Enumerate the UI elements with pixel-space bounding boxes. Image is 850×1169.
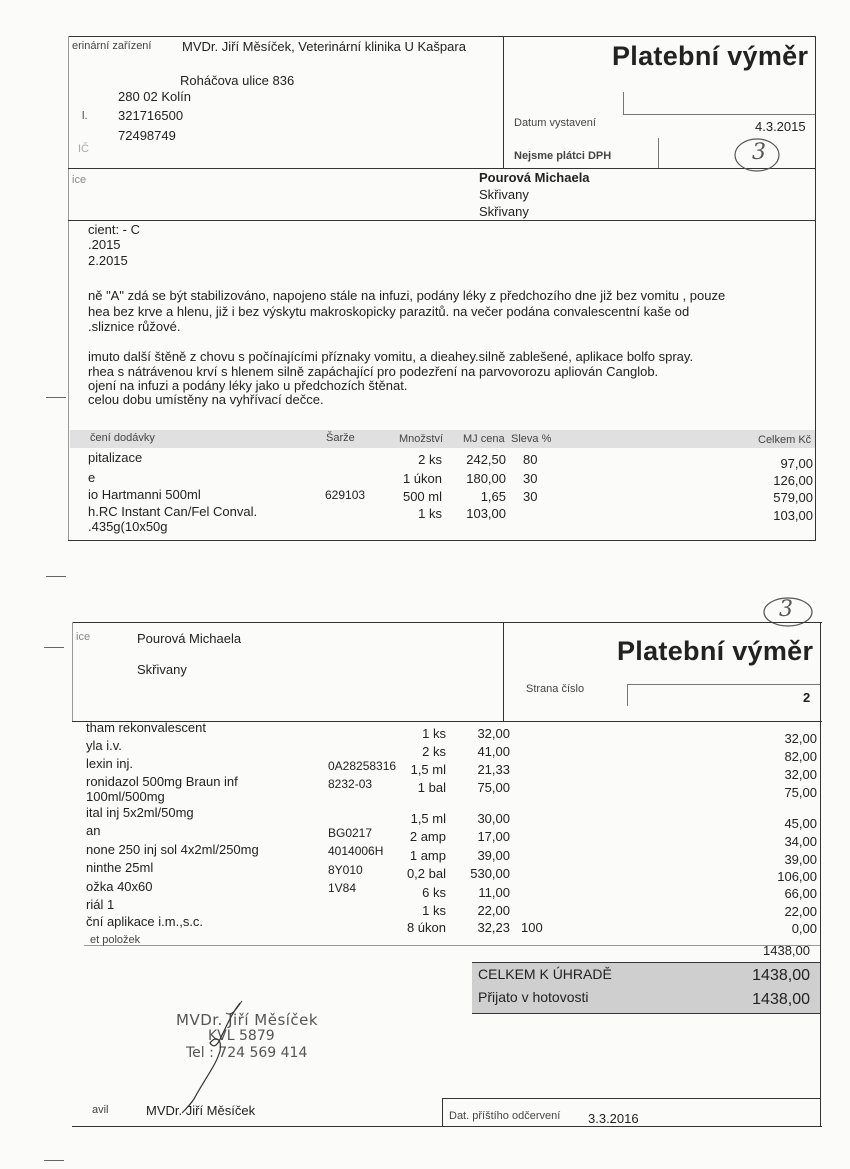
- row-item: tham rekonvalescent: [86, 720, 206, 735]
- page-title: Platební výměr: [612, 41, 809, 71]
- margin-mark: [44, 1160, 64, 1161]
- row-total: 82,00: [784, 749, 817, 764]
- note-line: ojení na infuzi a podány léky jako u předchozích štěnat.: [88, 378, 408, 393]
- cash-label: Přijato v hotovosti: [478, 989, 589, 1005]
- row-price: 242,50: [466, 452, 506, 467]
- row-qty: 1 úkon: [402, 471, 442, 486]
- patient-line: cient: - C: [88, 222, 141, 237]
- row-price: 530,00: [470, 866, 510, 881]
- col-total: Celkem Kč: [758, 434, 812, 446]
- stamp-name: MVDr. Jiří Měsíček: [176, 1011, 319, 1029]
- row-item: none 250 inj sol 4x2ml/250mg: [86, 842, 259, 857]
- row-item: ronidazol 500mg Braun inf: [86, 774, 238, 789]
- row-price: 30,00: [477, 811, 510, 826]
- col-unit-price: MJ cena: [463, 433, 505, 445]
- row-price: 39,00: [477, 848, 510, 863]
- row-qty: 2 ks: [422, 744, 446, 759]
- row-total: 103,00: [773, 508, 813, 523]
- client-name: Pourová Michaela: [137, 631, 242, 646]
- stamp-tel: Tel : 724 569 414: [186, 1045, 308, 1061]
- row-batch: 8Y010: [328, 863, 363, 877]
- row-qty: 2 ks: [418, 452, 442, 467]
- row-discount: 100: [521, 920, 543, 935]
- total-label: CELKEM K ÚHRADĚ: [478, 966, 612, 982]
- row-price: 32,23: [477, 920, 510, 935]
- row-total: 39,00: [784, 852, 817, 867]
- facility-city: 280 02 Kolín: [118, 89, 192, 104]
- col-batch: Šarže: [326, 432, 355, 444]
- client-bottom-line: [68, 220, 816, 221]
- client-label: ice: [72, 174, 87, 186]
- header-divider: [503, 36, 504, 169]
- note-line: celou dobu umístěny na vyhřívací dečce.: [88, 392, 324, 407]
- row-total: 66,00: [784, 886, 817, 901]
- row-total: 579,00: [773, 490, 813, 505]
- row-batch: BG0217: [328, 826, 373, 840]
- row-item: an: [86, 823, 101, 838]
- client-label: ice: [76, 631, 91, 643]
- row-price: 32,00: [477, 726, 510, 741]
- row-qty: 1 ks: [418, 506, 442, 521]
- border-right: [815, 36, 816, 541]
- row-qty: 1,5 ml: [410, 811, 446, 826]
- facility-street: Roháčova ulice 836: [180, 73, 295, 88]
- row-batch: 8232-03: [328, 777, 373, 791]
- row-batch: 1V84: [328, 881, 357, 895]
- dic-label: IČ: [78, 143, 89, 155]
- row-price: 103,00: [466, 506, 506, 521]
- row-item: ožka 40x60: [86, 879, 153, 894]
- row-price: 21,33: [477, 762, 510, 777]
- row-total: 126,00: [773, 473, 813, 488]
- subtotal: 1438,00: [763, 943, 810, 958]
- page-number: 2: [803, 690, 811, 705]
- row-total: 34,00: [784, 834, 817, 849]
- stamp-kvl: KVL 5879: [208, 1028, 275, 1044]
- col-qty: Množství: [399, 433, 444, 445]
- row-item: yla i.v.: [86, 738, 122, 753]
- note-line: ně "A" zdá se být stabilizováno, napojeno stále na infuzi, podány léky z předchozího dne již bez vomitu , pouze: [88, 288, 726, 303]
- row-total: 75,00: [784, 785, 817, 800]
- margin-mark: [46, 397, 66, 398]
- row-qty: 1 bal: [417, 780, 446, 795]
- border-bottom: [68, 540, 816, 541]
- row-item: io Hartmanni 500ml: [88, 487, 201, 502]
- border-top: [72, 622, 822, 623]
- col-item: čení dodávky: [90, 432, 155, 444]
- row-qty: 1,5 ml: [410, 762, 446, 777]
- border-left: [72, 622, 73, 722]
- total-value: 1438,00: [752, 967, 810, 984]
- facility-label: erinární zařízení: [72, 40, 152, 52]
- row-price: 22,00: [477, 903, 510, 918]
- client-name: Pourová Michaela: [479, 170, 590, 185]
- note-line: imuto další štěně z chovu s počínajícími příznaky vomitu, a dieahey.silně zablešené, aplikace bolfo spray.: [88, 349, 694, 364]
- tel-label: l.: [82, 110, 88, 122]
- client-address-2: Skřivany: [479, 204, 529, 219]
- row-total: 22,00: [784, 904, 817, 919]
- facility-tel: 321716500: [118, 108, 184, 123]
- row-item: h.RC Instant Can/Fel Conval.: [88, 504, 258, 519]
- row-qty: 1 amp: [409, 848, 446, 863]
- row-qty: 0,2 bal: [406, 866, 446, 881]
- row-qty: 2 amp: [409, 829, 446, 844]
- col-discount: Sleva %: [511, 433, 552, 445]
- date-label: Datum vystavení: [514, 117, 596, 129]
- facility-name: MVDr. Jiří Měsíček, Veterinární klinika U Kašpara: [182, 39, 466, 54]
- client-address: Skřivany: [137, 662, 187, 677]
- page-number-label: Strana číslo: [526, 683, 585, 695]
- margin-mark: [46, 576, 66, 577]
- handwritten-mark: 3: [779, 597, 793, 622]
- row-total: 97,00: [780, 456, 813, 471]
- row-item: e: [88, 470, 96, 485]
- row-batch: 629103: [325, 488, 366, 502]
- row-discount: 80: [523, 452, 538, 467]
- row-price: 1,65: [480, 489, 506, 504]
- row-discount: 30: [523, 471, 538, 486]
- note-line: rhea s nátrávenou krví s hlenem silně zapáchající pro podezření na parvovorozu apliován Canglob.: [88, 364, 659, 379]
- issue-date: 4.3.2015: [755, 119, 806, 134]
- row-batch: 0A28258316: [328, 759, 397, 773]
- row-item-line2: 100ml/500mg: [86, 789, 165, 804]
- page-title: Platební výměr: [617, 636, 814, 666]
- row-qty: 1 ks: [422, 726, 446, 741]
- row-item-line2: .435g(10x50g: [88, 519, 168, 534]
- row-price: 75,00: [477, 780, 510, 795]
- row-total: 32,00: [784, 731, 817, 746]
- vat-note: Nejsme plátci DPH: [514, 150, 612, 162]
- note-line: .sliznice růžové.: [88, 319, 181, 334]
- row-qty: 8 úkon: [406, 920, 446, 935]
- row-item: riál 1: [86, 897, 115, 912]
- row-item: ninthe 25ml: [86, 860, 154, 875]
- row-total: 106,00: [777, 869, 817, 884]
- note-line: hea bez krve a hlenu, již i bez výskytu makroskopicky parazitů. na večer podána convalescentní kaše od: [88, 304, 690, 319]
- border-right: [820, 622, 821, 1127]
- row-qty: 6 ks: [422, 885, 446, 900]
- row-qty: 1 ks: [422, 903, 446, 918]
- row-item: lexin inj.: [86, 756, 133, 771]
- row-price: 41,00: [477, 744, 510, 759]
- cash-value: 1438,00: [752, 991, 810, 1008]
- next-visit-date: 3.3.2016: [588, 1111, 639, 1126]
- header-bottom-line: [68, 168, 816, 169]
- row-total: 0,00: [791, 921, 817, 936]
- border-top: [68, 36, 816, 37]
- row-total: 32,00: [784, 767, 817, 782]
- signature-icon: [170, 995, 260, 1115]
- border-left: [68, 36, 69, 541]
- issued-by-label: avil: [92, 1104, 109, 1116]
- facility-ico: 72498749: [118, 128, 176, 143]
- row-price: 11,00: [478, 885, 510, 900]
- row-batch: 4014006H: [328, 844, 384, 858]
- patient-line: 2.2015: [88, 253, 128, 268]
- row-price: 17,00: [477, 829, 510, 844]
- row-qty: 500 ml: [402, 489, 442, 504]
- row-discount: 30: [523, 489, 538, 504]
- row-item: ital inj 5x2ml/50mg: [86, 805, 194, 820]
- items-count-label: et položek: [90, 934, 141, 946]
- issued-by: MVDr. Jiří Měsíček: [146, 1103, 256, 1118]
- margin-mark: [44, 647, 64, 648]
- row-item: ční aplikace i.m.,s.c.: [86, 914, 204, 929]
- client-address-1: Skřivany: [479, 187, 529, 202]
- header-divider: [503, 622, 504, 722]
- handwritten-mark: 3: [752, 140, 766, 165]
- row-price: 180,00: [466, 471, 506, 486]
- row-total: 45,00: [784, 816, 817, 831]
- next-visit-label: Dat. příštího odčervení: [449, 1110, 561, 1122]
- patient-line: .2015: [88, 237, 121, 252]
- row-item: pitalizace: [88, 450, 143, 465]
